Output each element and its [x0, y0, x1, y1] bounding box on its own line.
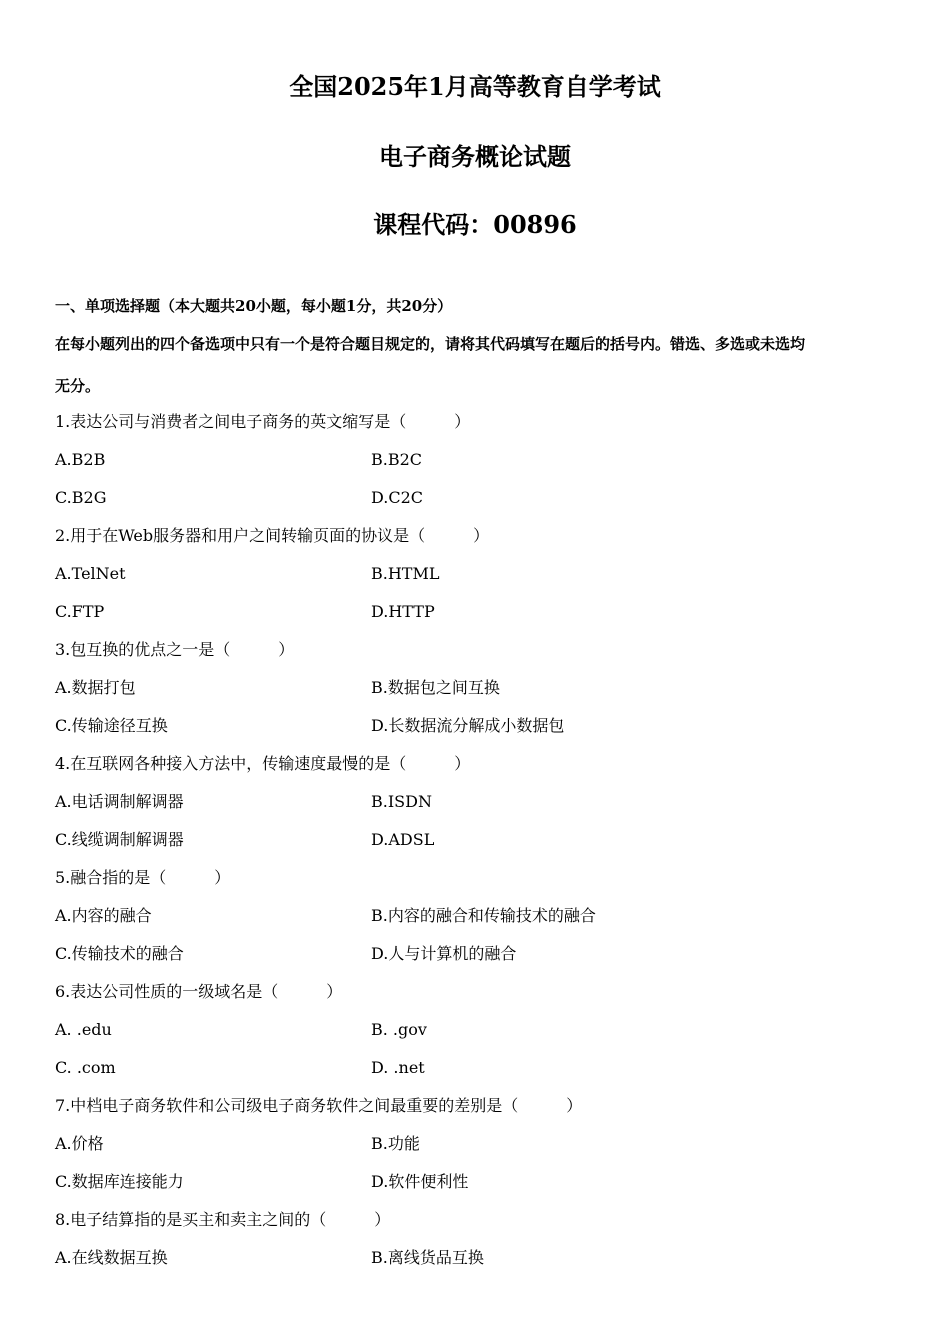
options-row [55, 1134, 905, 1172]
option-d: D.C2C [371, 488, 424, 507]
option-b: B.内容的融合和传输技术的融合 [371, 906, 596, 925]
options-row [55, 830, 905, 868]
question-stem: 1.表达公司与消费者之间电子商务的英文缩写是（ ） [55, 412, 471, 431]
option-a: A.价格 [55, 1134, 104, 1153]
option-c: C.B2G [55, 488, 107, 507]
question-stem: 2.用于在Web服务器和用户之间转输页面的协议是（ ） [55, 526, 490, 545]
options-row [55, 488, 905, 526]
question-stem: 3.包互换的优点之一是（ ） [55, 640, 295, 659]
subject-title: 电子商务概论试题 [379, 142, 571, 171]
options-row [55, 1020, 905, 1058]
course-code: 课程代码：00896 [373, 210, 577, 239]
options-row [55, 564, 905, 602]
section-heading: 一、单项选择题（本大题共20小题，每小题1分，共20分） [55, 297, 453, 315]
option-c: C.传输途径互换 [55, 716, 168, 735]
option-b: B. .gov [371, 1020, 427, 1039]
option-a: A.内容的融合 [55, 906, 152, 925]
option-c: C. .com [55, 1058, 116, 1077]
option-a: A.B2B [55, 450, 106, 469]
option-d: D. .net [371, 1058, 425, 1077]
option-a: A. .edu [55, 1020, 112, 1039]
option-a: A.电话调制解调器 [55, 792, 184, 811]
question-stem: 8.电子结算指的是买主和卖主之间的（ ） [55, 1210, 391, 1229]
option-b: B.B2C [371, 450, 423, 469]
option-c: C.FTP [55, 602, 105, 621]
options-row [55, 716, 905, 754]
options-row [55, 944, 905, 982]
question-stem: 4.在互联网各种接入方法中，传输速度最慢的是（ ） [55, 754, 471, 773]
option-a: A.TelNet [55, 564, 126, 583]
option-c: C.传输技术的融合 [55, 944, 184, 963]
question-list [55, 412, 905, 1286]
options-row [55, 792, 905, 830]
option-b: B.功能 [371, 1134, 420, 1153]
section-instruction-continued: 无分。 [55, 377, 101, 395]
option-b: B.ISDN [371, 792, 432, 811]
option-b: B.数据包之间互换 [371, 678, 500, 697]
option-d: D.软件便利性 [371, 1172, 469, 1191]
option-a: A.数据打包 [55, 678, 136, 697]
options-row [55, 1172, 905, 1210]
options-row [55, 1058, 905, 1096]
option-b: B.离线货品互换 [371, 1248, 484, 1267]
option-d: D.长数据流分解成小数据包 [371, 716, 565, 735]
option-d: D.ADSL [371, 830, 435, 849]
question-stem: 6.表达公司性质的一级域名是（ ） [55, 982, 343, 1001]
option-d: D.人与计算机的融合 [371, 944, 517, 963]
options-row [55, 906, 905, 944]
option-a: A.在线数据互换 [55, 1248, 168, 1267]
section-instruction: 在每小题列出的四个备选项中只有一个是符合题目规定的，请将其代码填写在题后的括号内。错选、多选或未选均 [55, 335, 806, 353]
options-row [55, 678, 905, 716]
exam-title: 全国2025年1月高等教育自学考试 [289, 72, 661, 101]
question-stem: 5.融合指的是（ ） [55, 868, 231, 887]
options-row [55, 450, 905, 488]
options-row [55, 602, 905, 640]
options-row [55, 1248, 905, 1286]
option-c: C.数据库连接能力 [55, 1172, 184, 1191]
option-c: C.线缆调制解调器 [55, 830, 184, 849]
option-d: D.HTTP [371, 602, 435, 621]
option-b: B.HTML [371, 564, 440, 583]
question-stem: 7.中档电子商务软件和公司级电子商务软件之间最重要的差别是（ ） [55, 1096, 583, 1115]
